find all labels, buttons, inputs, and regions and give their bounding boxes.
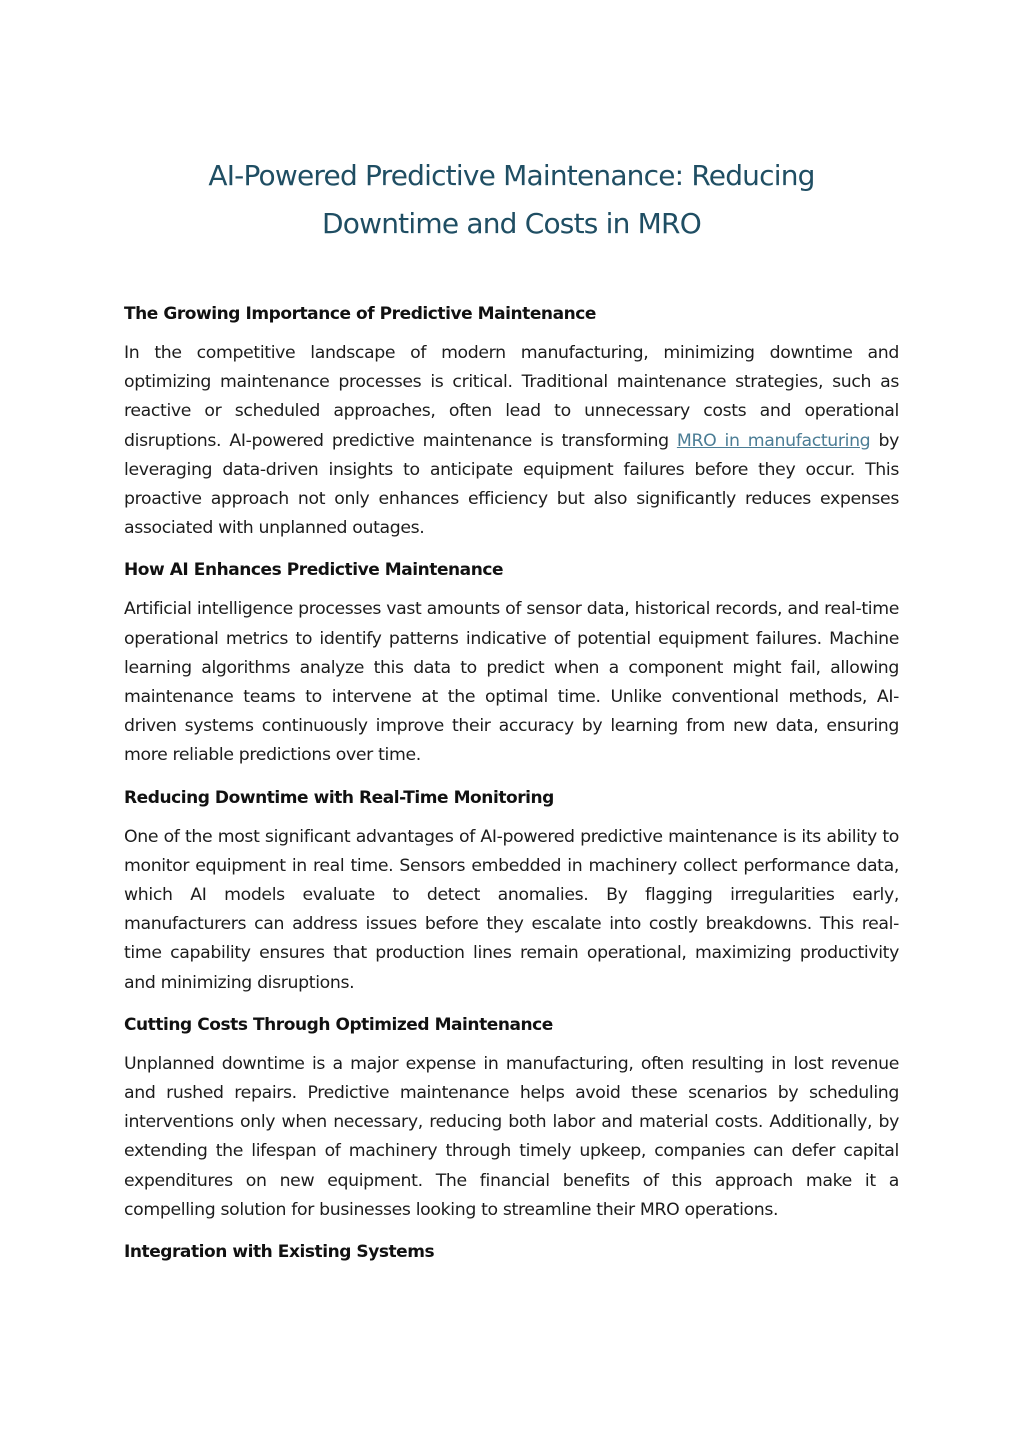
- section-paragraph-cutting-costs: Unplanned downtime is a major expense in manufacturing, often resulting in lost revenue and rushed repairs. Predictive maintenance helps avoid these scenarios by scheduling interventions only when necessary, reducing both labor and material costs. Additionally, by extending the lifespan of machinery through timely upkeep, companies can defer capital expenditures on new equipment. The financial benefits of this approach make it a compelling solution for businesses looking to streamline their MRO operations.: [124, 1053, 899, 1220]
- section-heading-cutting-costs: Cutting Costs Through Optimized Maintenance: [124, 1014, 553, 1035]
- paragraph-text-before-link: In the competitive landscape of modern manufacturing, minimizing downtime and optimizing maintenance processes is critical. Traditional maintenance strategies, such as reactive or scheduled approaches, often lead to unnecessary costs and operational disruptions. AI-powered predictive maintenance is transforming: [124, 343, 899, 451]
- section-heading-integration: Integration with Existing Systems: [124, 1242, 435, 1263]
- section-paragraph-ai-enhances: Artificial intelligence processes vast amounts of sensor data, historical records, and real-time operational metrics to identify patterns indicative of potential equipment failures. Machine learning algorithms analyze this data to predict when a component might fail, allowing maintenance teams to intervene at the optimal time. Unlike conventional methods, AI-driven systems continuously improve their accuracy by learning from new data, ensuring more reliable predictions over time.: [124, 599, 899, 766]
- document-body: [124, 301, 899, 1277]
- document-title: [124, 152, 899, 248]
- section-paragraph-growing-importance: [124, 339, 899, 543]
- mro-in-manufacturing-link[interactable]: MRO in manufacturing: [676, 430, 871, 451]
- section-heading-growing-importance: The Growing Importance of Predictive Maintenance: [124, 304, 596, 324]
- paragraph-text-after-link: by leveraging data-driven insights to anticipate equipment failures before they occur. This proactive approach not only enhances efficiency but also significantly reduces expenses associated with unplanned outages.: [124, 430, 899, 539]
- document-title-line-1: AI-Powered Predictive Maintenance: Reducing: [208, 159, 815, 192]
- section-heading-reducing-downtime: Reducing Downtime with Real-Time Monitoring: [124, 787, 554, 808]
- document-title-line-2: Downtime and Costs in MRO: [322, 207, 701, 240]
- section-paragraph-reducing-downtime: One of the most significant advantages of AI-powered predictive maintenance is its ability to monitor equipment in real time. Sensors embedded in machinery collect performance data, which AI models evaluate to detect anomalies. By flagging irregularities early, manufacturers can address issues before they escalate into costly breakdowns. This real-time capability ensures that production lines remain operational, maximizing productivity and minimizing disruptions.: [124, 826, 899, 993]
- section-heading-ai-enhances: How AI Enhances Predictive Maintenance: [124, 560, 504, 581]
